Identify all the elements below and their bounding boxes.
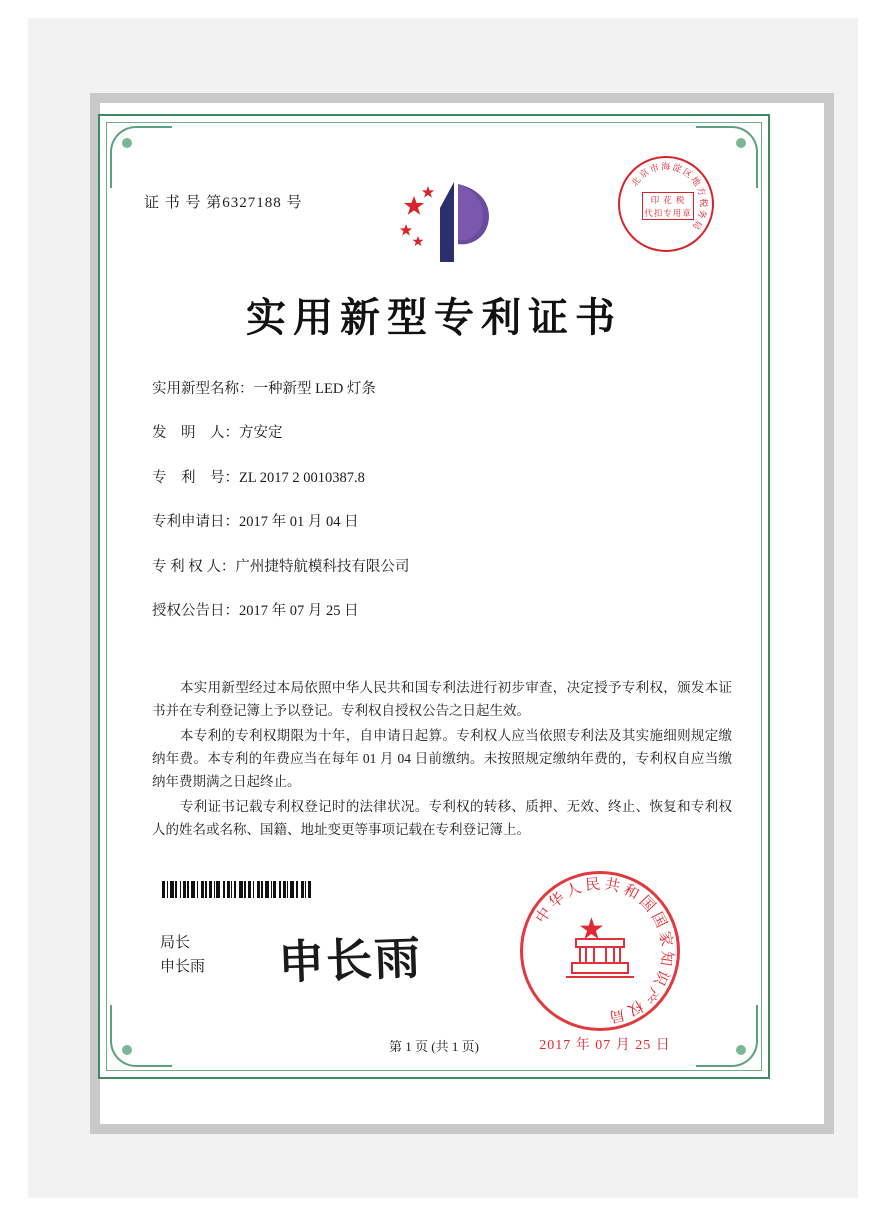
field-value: ZL 2017 2 0010387.8 <box>239 469 365 486</box>
cnipa-emblem-icon <box>392 174 512 270</box>
legal-text-block <box>152 676 732 843</box>
seal-date: 2017 年 07 月 25 日 <box>539 1038 671 1053</box>
certificate-decorative-border <box>98 114 770 1079</box>
field-row-patentee <box>152 559 732 576</box>
field-row-application-date <box>152 514 732 531</box>
field-row-utility-model-name <box>152 381 732 398</box>
field-label: 实用新型名称： <box>152 381 254 397</box>
handwritten-signature: 申长雨 <box>277 930 424 990</box>
paragraph-grant: 本实用新型经过本局依照中华人民共和国专利法进行初步审查，决定授予专利权，颁发本证书并在专利登记簿上予以登记。专利权自授权公告之日起生效。 <box>152 680 732 718</box>
tax-seal-inner-box <box>642 192 694 220</box>
field-row-grant-date <box>152 603 732 620</box>
field-value: 2017 年 01 月 04 日 <box>239 514 359 531</box>
tax-seal-ring-text: 北京市海淀区地方税务局 <box>629 162 708 232</box>
field-row-inventor <box>152 425 732 442</box>
field-row-patent-number <box>152 470 732 487</box>
signature-name: 申长雨 <box>160 959 206 975</box>
barcode <box>162 881 358 898</box>
field-label: 专利申请日： <box>152 514 239 531</box>
field-label: 专 利 号： <box>152 469 239 486</box>
tax-stamp-seal <box>618 156 714 252</box>
page-footer: 第 1 页 (共 1 页) <box>389 1039 479 1054</box>
field-label: 专 利 权 人： <box>152 558 236 575</box>
signature-title: 局长 <box>160 935 191 951</box>
border-dot-top-left <box>122 138 132 148</box>
field-label: 发 明 人： <box>152 425 239 442</box>
tax-seal-line-2: 代扣专用章 <box>644 208 692 218</box>
field-value: 方安定 <box>239 425 283 442</box>
seal-star-icon: ★ <box>578 913 605 946</box>
page-title: 实用新型专利证书 <box>246 294 622 341</box>
certificate-number: 证 书 号 第6327188 号 <box>144 195 303 211</box>
national-seal-ring-text: 中华人民共和国国家知识产权局 <box>531 874 677 1028</box>
field-value: 2017 年 07 月 25 日 <box>239 602 359 619</box>
border-dot-top-right <box>736 138 746 148</box>
tax-seal-line-1: 印 花 税 <box>650 195 686 205</box>
field-value: 一种新型 LED 灯条 <box>253 381 376 397</box>
field-label: 授权公告日： <box>152 602 239 619</box>
paragraph-register: 专利证书记载专利权登记时的法律状况。专利权的转移、质押、无效、终止、恢复和专利权人的姓名或名称、国籍、地址变更等事项记载在专利登记簿上。 <box>152 799 732 837</box>
signature-block <box>160 931 205 979</box>
paragraph-term-and-fees: 本专利的专利权期限为十年，自申请日起算。专利权人应当依照专利法及其实施细则规定缴纳年费。本专利的年费应当在每年 01 月 04 日前缴纳。未按照规定缴纳年费的，专利权自应当缴纳年费期满之日起终止。 <box>152 728 732 789</box>
border-corner-top-left <box>110 126 172 188</box>
national-office-seal <box>520 871 680 1031</box>
svg-text:中华人民共和国国家知识产权局 <box>532 874 677 1027</box>
field-value: 广州捷特航模科技有限公司 <box>235 558 410 575</box>
field-list <box>152 381 732 647</box>
